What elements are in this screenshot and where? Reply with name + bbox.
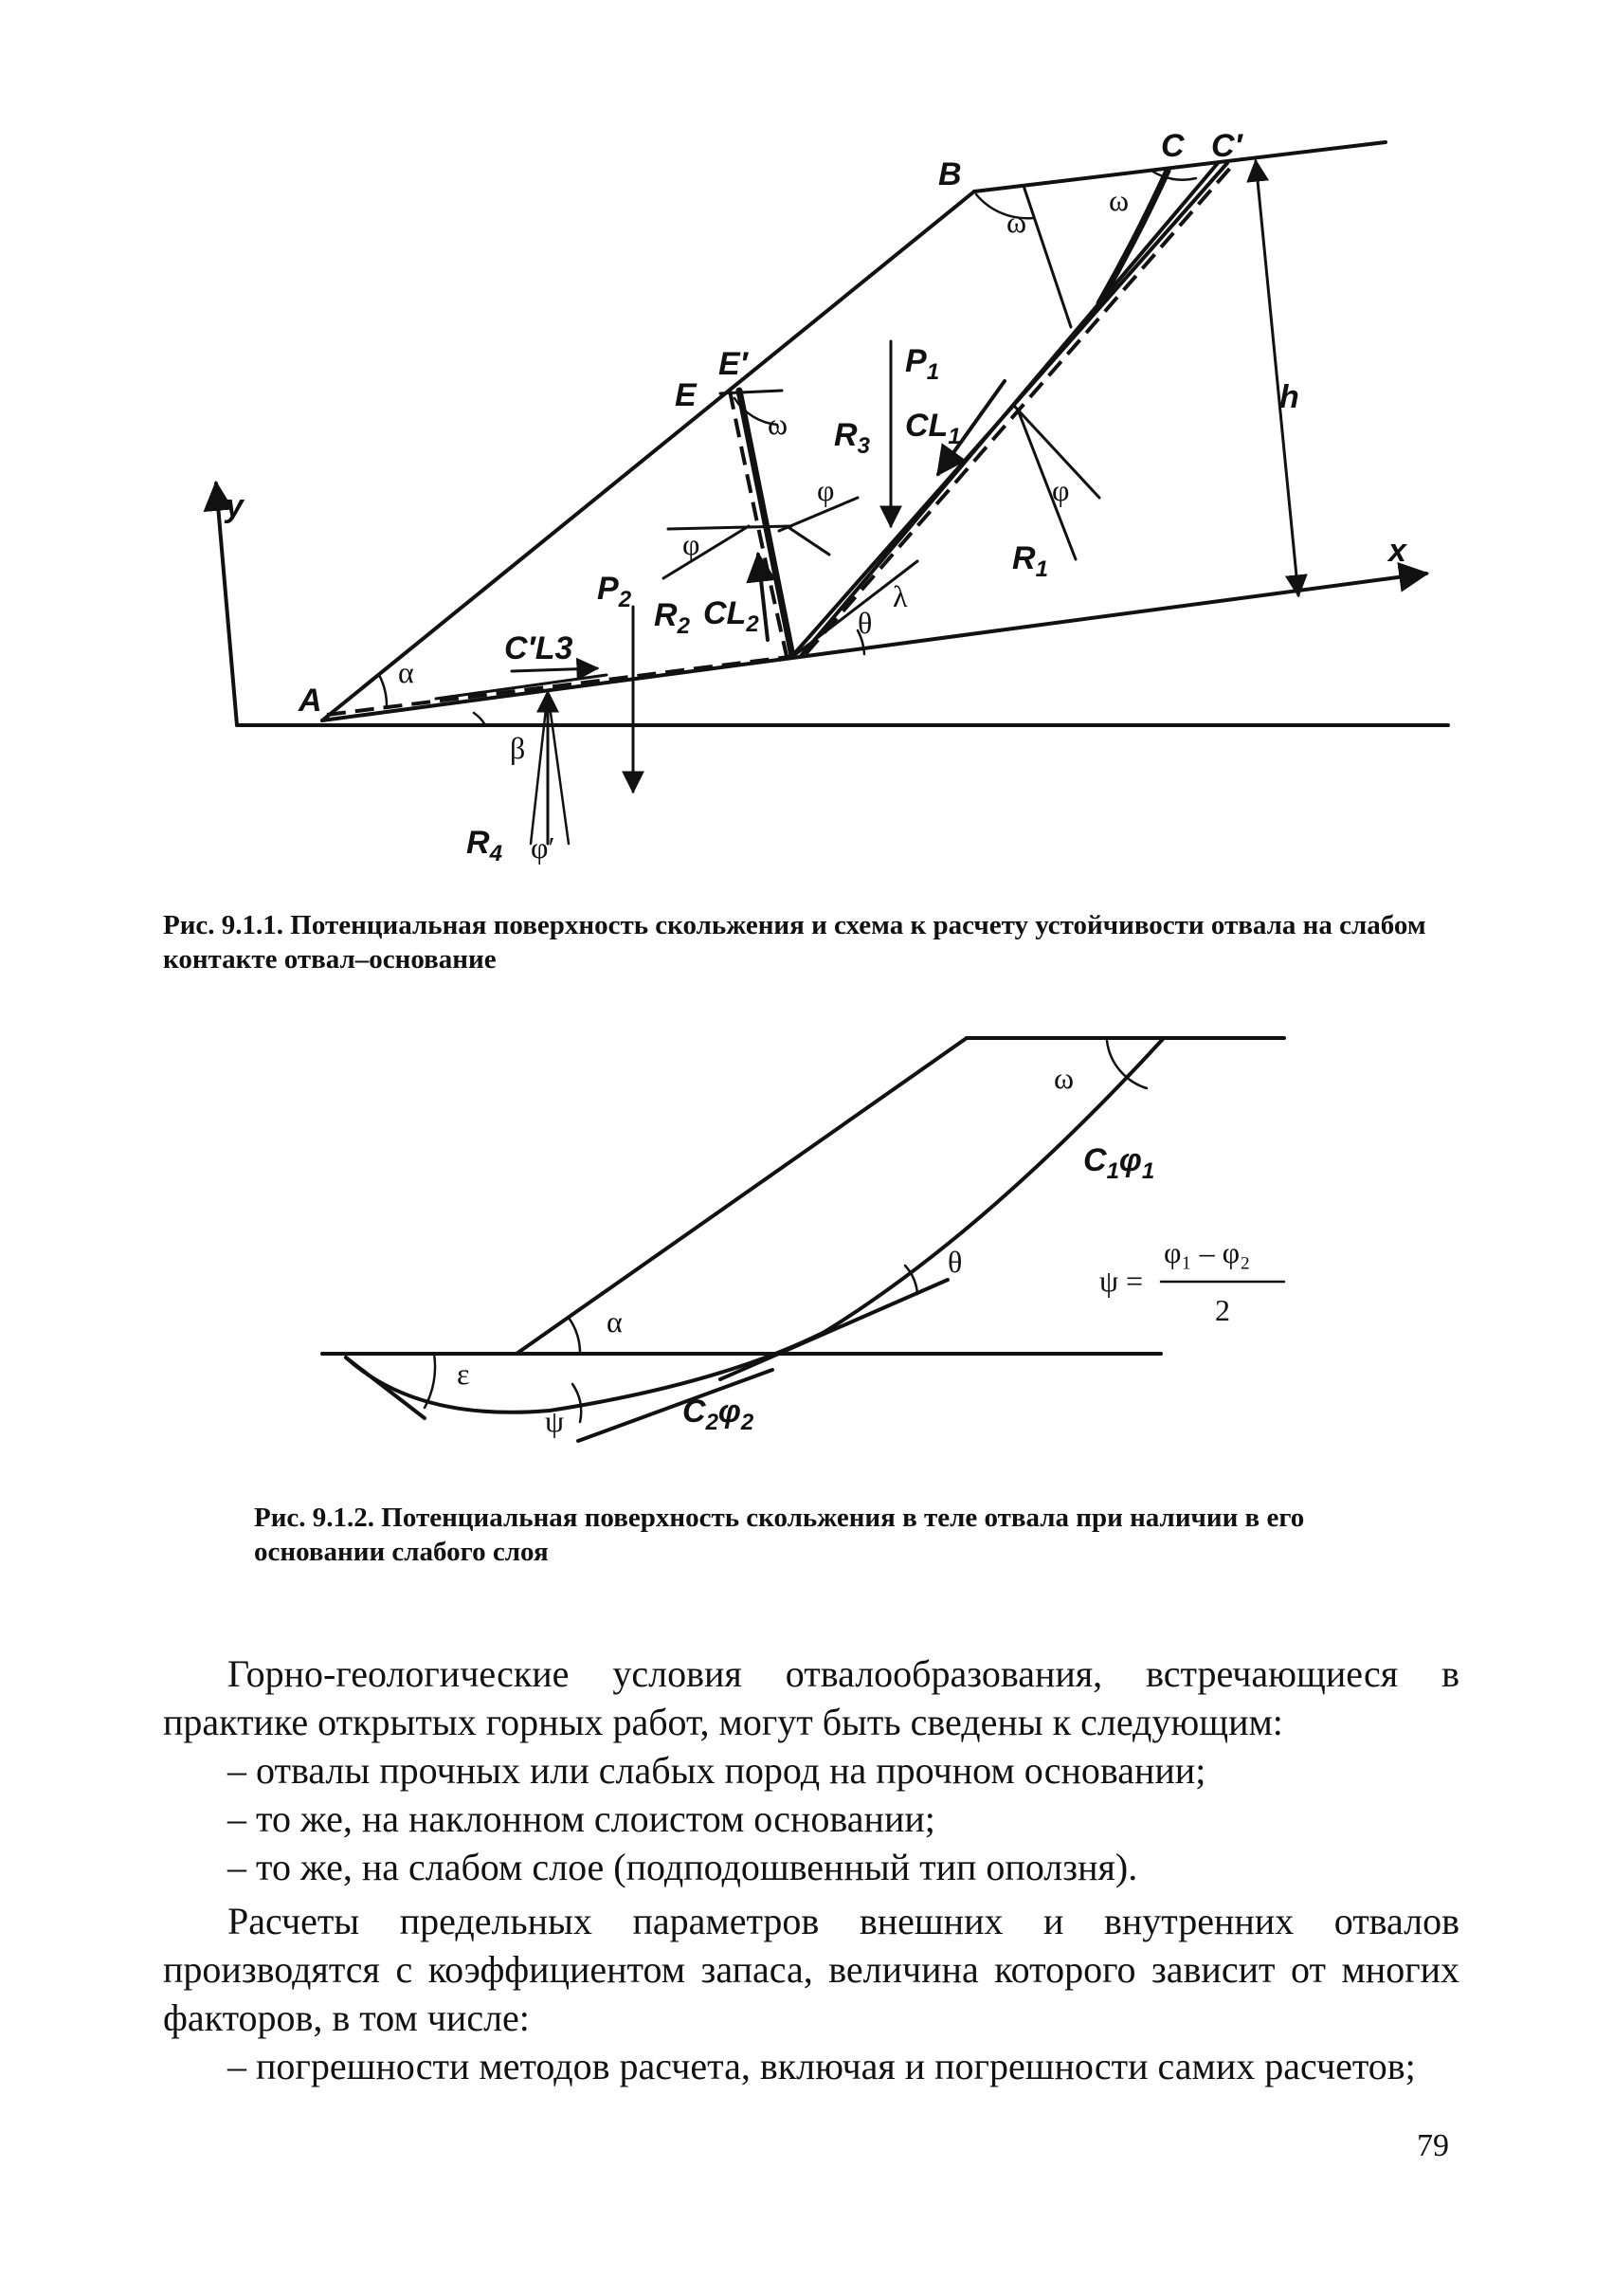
label-b: B — [938, 156, 962, 192]
label-cl1: $CL_1$ — [905, 408, 961, 449]
label-omega-c: ω — [1109, 183, 1130, 217]
label-lambda: λ — [893, 579, 908, 613]
label-c-prime: C′ — [1211, 128, 1242, 164]
formula-numerator: φ₁ – φ₂ — [1164, 1235, 1251, 1269]
r4-cone-left — [531, 692, 548, 844]
figure-9-1-2-diagram — [0, 1005, 1613, 1460]
label-r3: $R_3$ — [834, 417, 870, 459]
label-e-prime: E′ — [718, 346, 748, 382]
label-phi-r3: φ — [817, 473, 835, 507]
label-epsilon-2: ε — [457, 1357, 470, 1391]
phi-diagonal — [663, 526, 749, 578]
label-omega-2: ω — [1054, 1061, 1075, 1095]
label-alpha-2: α — [607, 1304, 623, 1339]
psi-arc-2 — [572, 1384, 581, 1422]
paragraph-calculations: Расчеты предельных параметров внешних и внутренних отвалов производятся с коэффициентом запаса, величина которого зависит от многих факторов, в том числе: — [163, 1900, 1459, 2039]
formula-denominator: 2 — [1215, 1293, 1230, 1327]
label-h: h — [1279, 379, 1299, 415]
paragraph-conditions: Горно-геологические условия отвалообразования, встречающиеся в практике открытых горных работ, могут быть сведены к следующим: — [163, 1652, 1459, 1743]
label-a: A — [299, 683, 322, 719]
tangent-theta — [720, 1280, 948, 1379]
label-alpha: α — [398, 655, 414, 689]
list-item-4: – погрешности методов расчета, включая и погрешности самих расчетов; — [227, 2045, 1416, 2087]
alpha-arc-2 — [569, 1318, 580, 1354]
label-c1phi1: $C_1\varphi_1$ — [1083, 1142, 1155, 1184]
r3-line — [787, 526, 829, 555]
list-item-2: – то же, на наклонном слоистом основании; — [227, 1797, 935, 1840]
figure-9-1-2-caption: Рис. 9.1.2. Потенциальная поверхность скольжения в теле отвала при наличии в его основании слабого слоя — [254, 1503, 1305, 1567]
label-r4: $R_4$ — [466, 825, 502, 866]
figure-9-1-1-diagram — [0, 0, 1613, 891]
label-r1: $R_1$ — [1012, 540, 1048, 582]
label-omega-e: ω — [768, 407, 788, 441]
height-line — [1256, 161, 1298, 595]
slope-line-2 — [517, 1038, 967, 1354]
label-r2: $R_2$ — [654, 597, 690, 639]
label-phi-left: φ — [682, 527, 700, 561]
label-cl2: $CL_2$ — [703, 595, 759, 637]
label-e: E — [675, 377, 697, 413]
label-y: y — [226, 488, 244, 524]
r4-cone-right — [548, 692, 569, 844]
label-phi-r1: φ — [1052, 473, 1070, 507]
label-c: C — [1161, 128, 1185, 164]
list-item-1: – отвалы прочных или слабых пород на прочном основании; — [227, 1749, 1206, 1792]
alpha-arc — [379, 675, 387, 706]
normal-from-b — [1024, 186, 1071, 327]
label-theta: θ — [858, 606, 873, 640]
label-theta-2: θ — [948, 1245, 963, 1279]
label-cl3: C′L3 — [504, 630, 573, 666]
label-phi-prime: φ′ — [531, 830, 555, 865]
body-text — [163, 1649, 1459, 2090]
list-item-3: – то же, на слабом слое (подподошвенный тип оползня). — [227, 1846, 1138, 1888]
label-x: x — [1388, 533, 1406, 569]
figure-9-1-1-caption: Рис. 9.1.1. Потенциальная поверхность скольжения и схема к расчету устойчивости отвала на слабом контакте отвал–основание — [163, 910, 1426, 975]
page-number: 79 — [1417, 2128, 1449, 2163]
omega-arc-c — [1151, 171, 1196, 180]
label-omega-b: ω — [1006, 205, 1027, 239]
label-beta: β — [510, 731, 526, 765]
slope-line-ab — [322, 191, 974, 720]
label-c2phi2: $C_2\varphi_2$ — [682, 1394, 754, 1435]
formula-lhs: ψ = — [1099, 1264, 1144, 1298]
tangent-epsilon — [346, 1358, 425, 1418]
label-p2: $P_2$ — [597, 571, 632, 612]
label-p1: $P_1$ — [905, 343, 940, 385]
force-cl3 — [512, 668, 597, 671]
label-psi-2: ψ — [545, 1404, 565, 1438]
